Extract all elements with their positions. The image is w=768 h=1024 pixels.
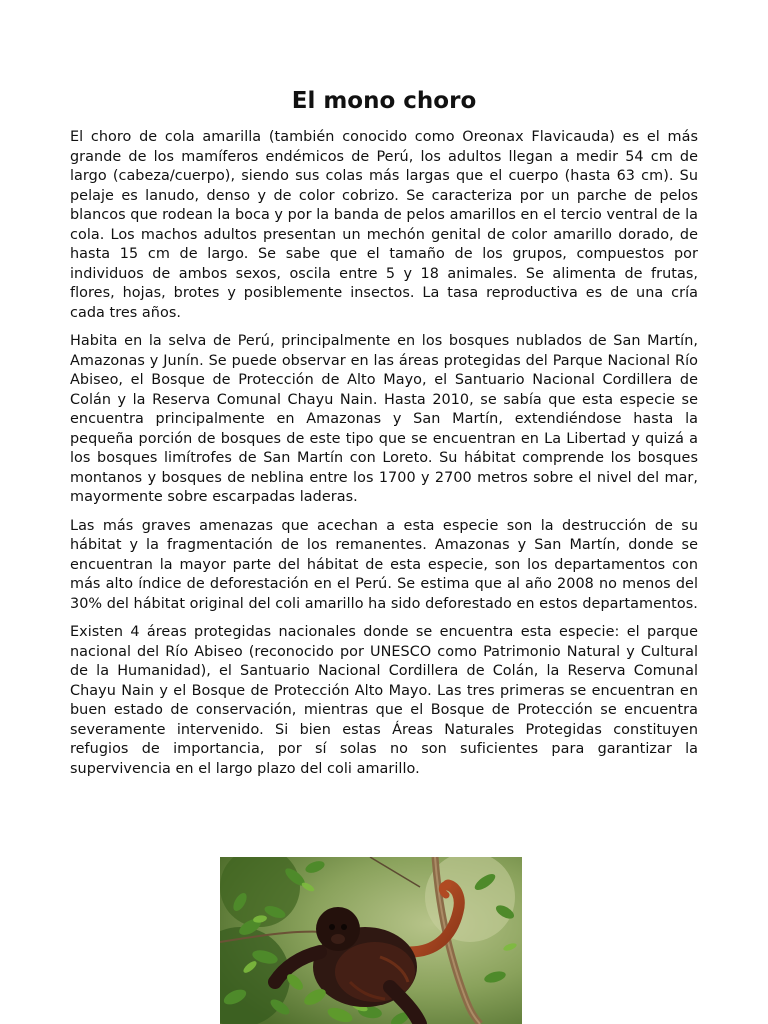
paragraph-threats: Las más graves amenazas que acechan a esta especie son la destrucción de su hábitat y la fragmentación de los remanentes. Amazonas y San Martín, donde se encuentran la mayor parte del hábitat de esta especie, son los departamentos con más alto índice de deforestación en el Perú. Se estima que al año 2008 no menos del 30% del hábitat original del coli amarillo ha sido deforestado en estos departamentos. xyxy=(70,517,698,612)
paragraph-protected-areas: Existen 4 áreas protegidas nacionales donde se encuentra esta especie: el parque nacional del Río Abiseo (reconocido por UNESCO como Patrimonio Natural y Cultural de la Humanidad), el Santuario Nacional Cordillera de Colán, la Reserva Comunal Chayu Nain y el Bosque de Protección Alto Mayo. Las tres primeras se encuentran en buen estado de conservación, mientras que el Bosque de Protección se encuentra severamente intervenido. Si bien estas Áreas Naturales Protegidas constituyen refugios de importancia, por sí solas no son suficientes para garantizar la supervivencia en el largo plazo del coli amarillo. xyxy=(70,624,698,777)
paragraph-habitat: Habita en la selva de Perú, principalmente en los bosques nublados de San Martín, Amazonas y Junín. Se puede observar en las áreas protegidas del Parque Nacional Río Abiseo, el Bosque de Protección de Alto Mayo, el Santuario Nacional Cordillera de Colán y la Reserva Comunal Chayu Nain. Hasta 2010, se sabía que esta especie se encuentra principalmente en Amazonas y San Martín, extendiéndose hasta la pequeña porción de bosques de este tipo que se encuentran en La Libertad y quizá a los bosques limítrofes de San Martín con Loreto. Su hábitat comprende los bosques montanos y bosques de neblina entre los 1700 y 2700 metros sobre el nivel del mar, mayormente sobre escarpadas laderas. xyxy=(70,333,698,505)
monkey-photo-illustration xyxy=(220,857,522,1024)
article-body xyxy=(70,128,698,788)
monkey-photo xyxy=(220,857,522,1024)
page-title: El mono choro xyxy=(291,88,477,114)
paragraph-description: El choro de cola amarilla (también conocido como Oreonax Flavicauda) es el más grande de los mamíferos endémicos de Perú, los adultos llegan a medir 54 cm de largo (cabeza/cuerpo), siendo sus colas más largas que el cuerpo (hasta 63 cm). Su pelaje es lanudo, denso y de color cobrizo. Se caracteriza por un parche de pelos blancos que rodean la boca y por la banda de pelos amarillos en el tercio ventral de la cola. Los machos adultos presentan un mechón genital de color amarillo dorado, de hasta 15 cm de largo. Se sabe que el tamaño de los grupos, compuestos por individuos de ambos sexos, oscila entre 5 y 18 animales. Se alimenta de frutas, flores, hojas, brotes y posiblemente insectos. La tasa reproductiva es de una cría cada tres años. xyxy=(70,129,698,321)
